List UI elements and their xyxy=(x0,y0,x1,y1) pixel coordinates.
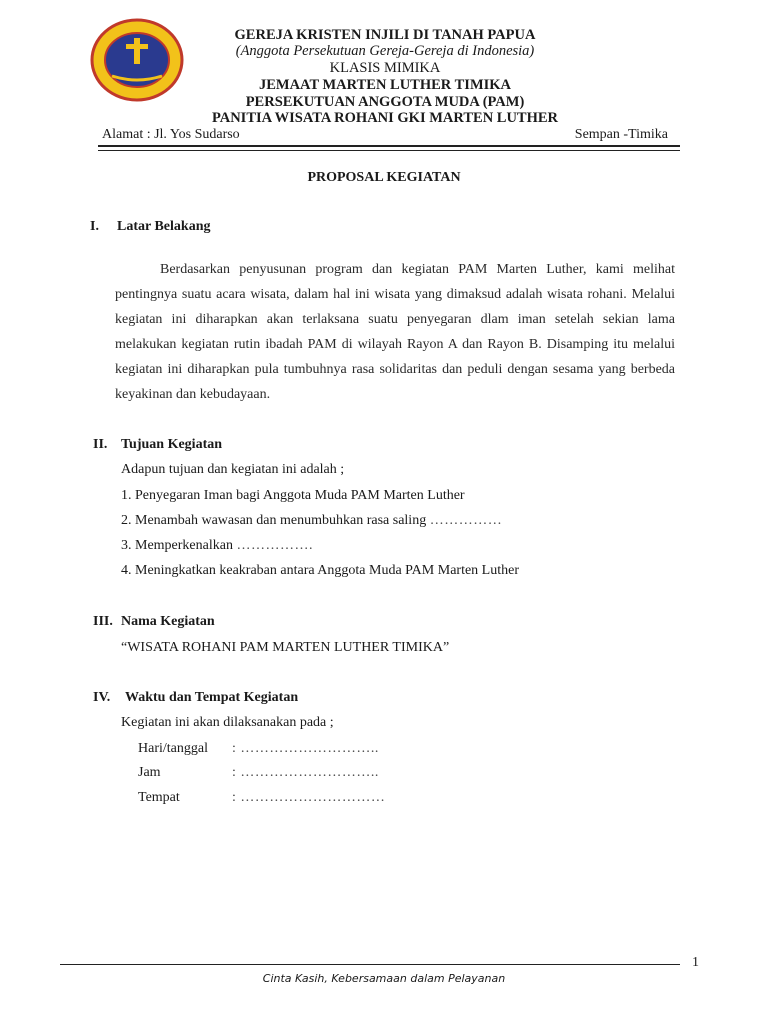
header-divider-thin xyxy=(98,150,680,151)
background-text: Berdasarkan penyusunan program dan kegiatan PAM Marten Luther, kami melihat pentingnya suatu acara wisata, dalam hal ini wisata yang dimaksud adalah wisata rohani. Melalui kegiatan ini diharapkan akan terlaksana suatu penyegaran dlam iman setelah sekian lama melakukan kegiatan rutin ibadah PAM di wilayah Rayon A dan Rayon B. Disamping itu melalui kegiatan ini diharapkan pula tumbuhnya rasa solidaritas dan peduli dengan sesama yang berbeda keyakinan dan kebudayaan. xyxy=(115,262,675,402)
section-1-paragraph xyxy=(115,257,675,407)
document-title: PROPOSAL KEGIATAN xyxy=(307,170,461,185)
section-3-number: III. xyxy=(93,614,113,629)
goal-item-2-dots: …………… xyxy=(429,513,503,528)
footer-motto: Cinta Kasih, Kebersamaan dalam Pelayanan xyxy=(262,972,506,985)
section-1-heading: Latar Belakang xyxy=(117,219,211,234)
section-4-heading: Waktu dan Tempat Kegiatan xyxy=(125,690,299,705)
klasis-name: KLASIS MIMIKA xyxy=(329,60,441,76)
header-divider xyxy=(98,145,680,147)
section-2-number: II. xyxy=(93,437,108,452)
section-1-number: I. xyxy=(90,219,99,234)
schedule-value-date: : ……………………….. xyxy=(232,741,379,756)
address-left: Alamat : Jl. Yos Sudarso xyxy=(102,127,240,142)
church-logo xyxy=(90,18,184,102)
goal-item-3-text: 3. Memperkenalkan xyxy=(121,538,233,553)
schedule-intro: Kegiatan ini akan dilaksanakan pada ; xyxy=(121,715,334,730)
persekutuan-name: PERSEKUTUAN ANGGOTA MUDA (PAM) xyxy=(245,94,525,110)
goal-item-2 xyxy=(121,513,502,529)
schedule-value-time: : ……………………….. xyxy=(232,765,379,780)
org-name: GEREJA KRISTEN INJILI DI TANAH PAPUA xyxy=(234,27,536,43)
goals-intro: Adapun tujuan dan kegiatan ini adalah ; xyxy=(121,462,345,477)
section-3-heading: Nama Kegiatan xyxy=(121,614,215,629)
goal-item-1: 1. Penyegaran Iman bagi Anggota Muda PAM Marten Luther xyxy=(121,488,465,503)
church-seal-icon xyxy=(90,18,184,102)
goal-item-3-dots: ……………. xyxy=(236,538,313,553)
panitia-name: PANITIA WISATA ROHANI GKI MARTEN LUTHER xyxy=(211,110,559,126)
footer-divider xyxy=(60,964,680,965)
goal-item-3 xyxy=(121,538,313,554)
schedule-label-place: Tempat xyxy=(138,790,180,805)
schedule-label-time: Jam xyxy=(138,765,161,780)
activity-name: “WISATA ROHANI PAM MARTEN LUTHER TIMIKA” xyxy=(121,640,450,655)
section-4-number: IV. xyxy=(93,690,111,705)
section-2-heading: Tujuan Kegiatan xyxy=(121,437,223,452)
goal-item-2-text: 2. Menambah wawasan dan menumbuhkan rasa saling xyxy=(121,513,427,528)
address-right: Sempan -Timika xyxy=(574,127,668,142)
jemaat-name: JEMAAT MARTEN LUTHER TIMIKA xyxy=(258,77,512,93)
schedule-label-date: Hari/tanggal xyxy=(138,741,208,756)
org-subtitle: (Anggota Persekutuan Gereja-Gereja di Indonesia) xyxy=(235,43,535,59)
goal-item-4: 4. Meningkatkan keakraban antara Anggota Muda PAM Marten Luther xyxy=(121,563,519,578)
page-number: 1 xyxy=(692,955,699,970)
schedule-value-place: : ………………………… xyxy=(232,790,386,805)
